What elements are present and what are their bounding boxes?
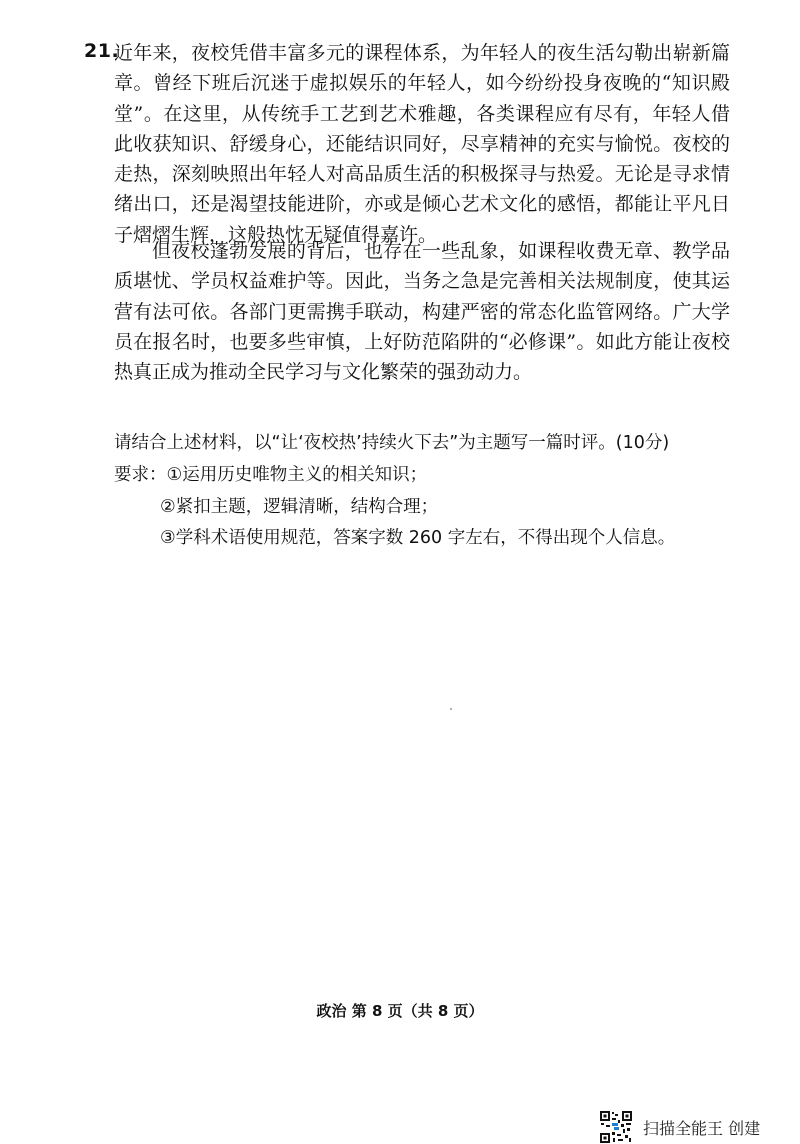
scan-speck	[450, 708, 452, 710]
material-paragraph-2: 但夜校蓬勃发展的背后，也存在一些乱象，如课程收费无章、教学品质堪忧、学员权益难护等。因此，当务之急是完善相关法规制度，使其运营有法可依。各部门更需携手联动，构建严密的常态化监管网络。广大学员在报名时，也要多些审慎，上好防范陷阱的“必修课”。如此方能让夜校热真正成为推动全民学习与文化繁荣的强劲动力。	[114, 240, 730, 384]
scanner-watermark: 扫描全能王 创建	[643, 1119, 761, 1138]
qr-code-icon	[599, 1110, 633, 1144]
requirement-2: ②紧扣主题，逻辑清晰，结构合理；	[160, 497, 439, 517]
page-footer: 政治 第 8 页（共 8 页）	[316, 1002, 484, 1020]
question-prompt: 请结合上述材料，以“让‘夜校热’持续火下去”为主题写一篇时评。(10分)	[114, 433, 670, 453]
requirement-1: 要求：①运用历史唯物主义的相关知识；	[114, 465, 428, 485]
question-number: 21.	[84, 40, 120, 62]
material-paragraph-1: 近年来，夜校凭借丰富多元的课程体系，为年轻人的夜生活勾勒出崭新篇章。曾经下班后沉迷于虚拟娱乐的年轻人，如今纷纷投身夜晚的“知识殿堂”。在这里，从传统手工艺到艺术雅趣，各类课程应有尽有，年轻人借此收获知识、舒缓身心，还能结识同好，尽享精神的充实与愉悦。夜校的走热，深刻映照出年轻人对高品质生活的积极探寻与热爱。无论是寻求情绪出口，还是渴望技能进阶，亦或是倾心艺术文化的感悟，都能让平凡日子熠熠生辉，这般热忱无疑值得嘉许。	[114, 42, 730, 246]
requirement-3: ③学科术语使用规范，答案字数 260 字左右，不得出现个人信息。	[160, 528, 676, 548]
